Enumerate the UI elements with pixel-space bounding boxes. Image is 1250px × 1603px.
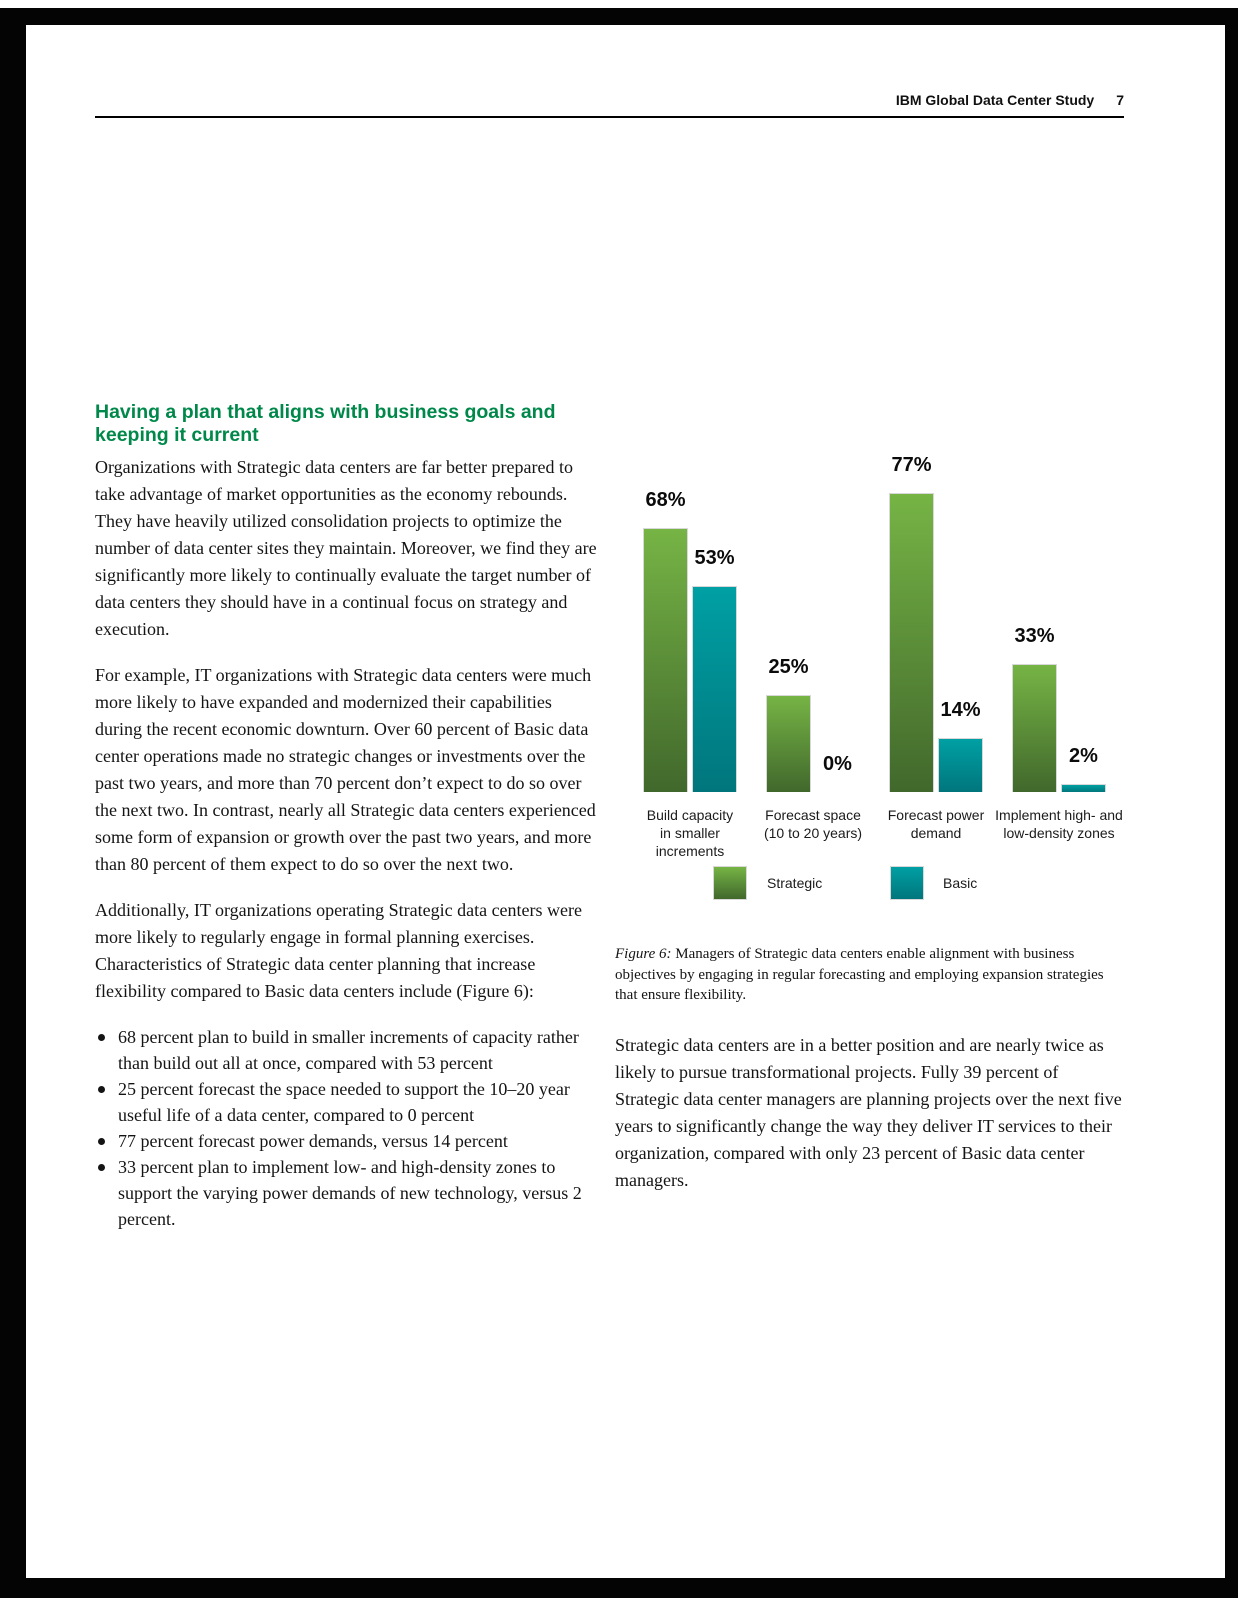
bullet-text: 33 percent plan to implement low- and high-density zones to support the varying power demands of new technology, versus 2 percent. (118, 1157, 582, 1229)
list-item (95, 1024, 603, 1076)
figure-caption-label: Figure 6: (615, 946, 672, 962)
value-label-basic: 53% (694, 547, 735, 569)
legend-label-basic: Basic (943, 875, 978, 891)
header-rule (95, 116, 1124, 118)
left-column (95, 401, 603, 1232)
bullet-icon (98, 1164, 105, 1171)
bullet-text: 25 percent forecast the space needed to support the 10–20 year useful life of a data center, compared to 0 percent (118, 1079, 570, 1125)
paragraph-1: Organizations with Strategic data centers are far better prepared to take advantage of market opportunities as the economy rebounds. They have heavily utilized consolidation projects to optimize the number of data center sites they maintain. Moreover, we find they are significantly more likely to continually evaluate the target number of data centers they should have in a continual focus on strategy and execution. (95, 457, 597, 639)
bar-basic (692, 586, 737, 792)
bullet-icon (98, 1034, 105, 1041)
value-label-strategic: 33% (1014, 625, 1055, 647)
figure-caption-text: Managers of Strategic data centers enable alignment with business objectives by engaging in regular forecasting and employing expansion strategies that ensure flexibility. (615, 946, 1104, 1003)
value-label-basic: 0% (823, 753, 852, 775)
bar-strategic (643, 528, 688, 792)
value-label-strategic: 77% (891, 454, 932, 476)
bullet-list (95, 1024, 603, 1232)
bar-strategic (1012, 664, 1057, 792)
bar-strategic (766, 695, 811, 792)
bar-strategic (889, 493, 934, 792)
list-item (95, 1128, 603, 1154)
bullet-icon (98, 1086, 105, 1093)
legend-swatch-strategic (713, 866, 747, 900)
value-label-basic: 14% (940, 699, 981, 721)
category-label: Implement high- and low-density zones (995, 807, 1123, 841)
bar-basic (1061, 784, 1106, 792)
list-item (95, 1154, 603, 1232)
page-header (896, 92, 1124, 108)
value-label-basic: 2% (1069, 745, 1098, 767)
bullet-icon (98, 1138, 105, 1145)
bar-basic (938, 738, 983, 792)
list-item (95, 1076, 603, 1128)
paragraph-2: For example, IT organizations with Strategic data centers were much more likely to have expanded and modernized their capabilities during the recent economic downturn. Over 60 percent of Basic data center operations made no strategic changes or investments over the past two years, and more than 70 percent don’t expect to do so over the next two. In contrast, nearly all Strategic data centers experienced some form of expansion or growth over the past two years, and more than 80 percent of them expect to do so over the next two. (95, 665, 596, 874)
bullet-text: 77 percent forecast power demands, versus 14 percent (118, 1131, 508, 1151)
legend-swatch-basic (890, 866, 924, 900)
bullet-text: 68 percent plan to build in smaller increments of capacity rather than build out all at once, compared with 53 percent (118, 1027, 579, 1073)
right-column-paragraph: Strategic data centers are in a better position and are nearly twice as likely to pursue transformational projects. Fully 39 percent of Strategic data center managers are planning projects over the next five years to significantly change the way they deliver IT services to their organization, compared with only 23 percent of Basic data center managers. (615, 1035, 1122, 1190)
bar-chart-figure-6 (615, 440, 1127, 860)
legend-label-strategic: Strategic (767, 875, 823, 891)
running-head: IBM Global Data Center Study (895, 92, 1095, 108)
paragraph-3: Additionally, IT organizations operating Strategic data centers were more likely to regularly engage in formal planning exercises. Characteristics of Strategic data center planning that increase flexibility compared to Basic data centers include (Figure 6): (95, 900, 583, 1001)
chart-plot-area (615, 440, 1127, 859)
category-label: Forecast power demand (887, 807, 985, 841)
value-label-strategic: 68% (645, 489, 686, 511)
page-number: 7 (1116, 92, 1124, 108)
figure-caption (615, 944, 1117, 1006)
value-label-strategic: 25% (768, 656, 809, 678)
category-label: Build capacity in smaller increments (646, 807, 734, 859)
category-label: Forecast space (10 to 20 years) (763, 807, 863, 841)
section-heading: Having a plan that aligns with business goals and keeping it current (95, 401, 556, 446)
